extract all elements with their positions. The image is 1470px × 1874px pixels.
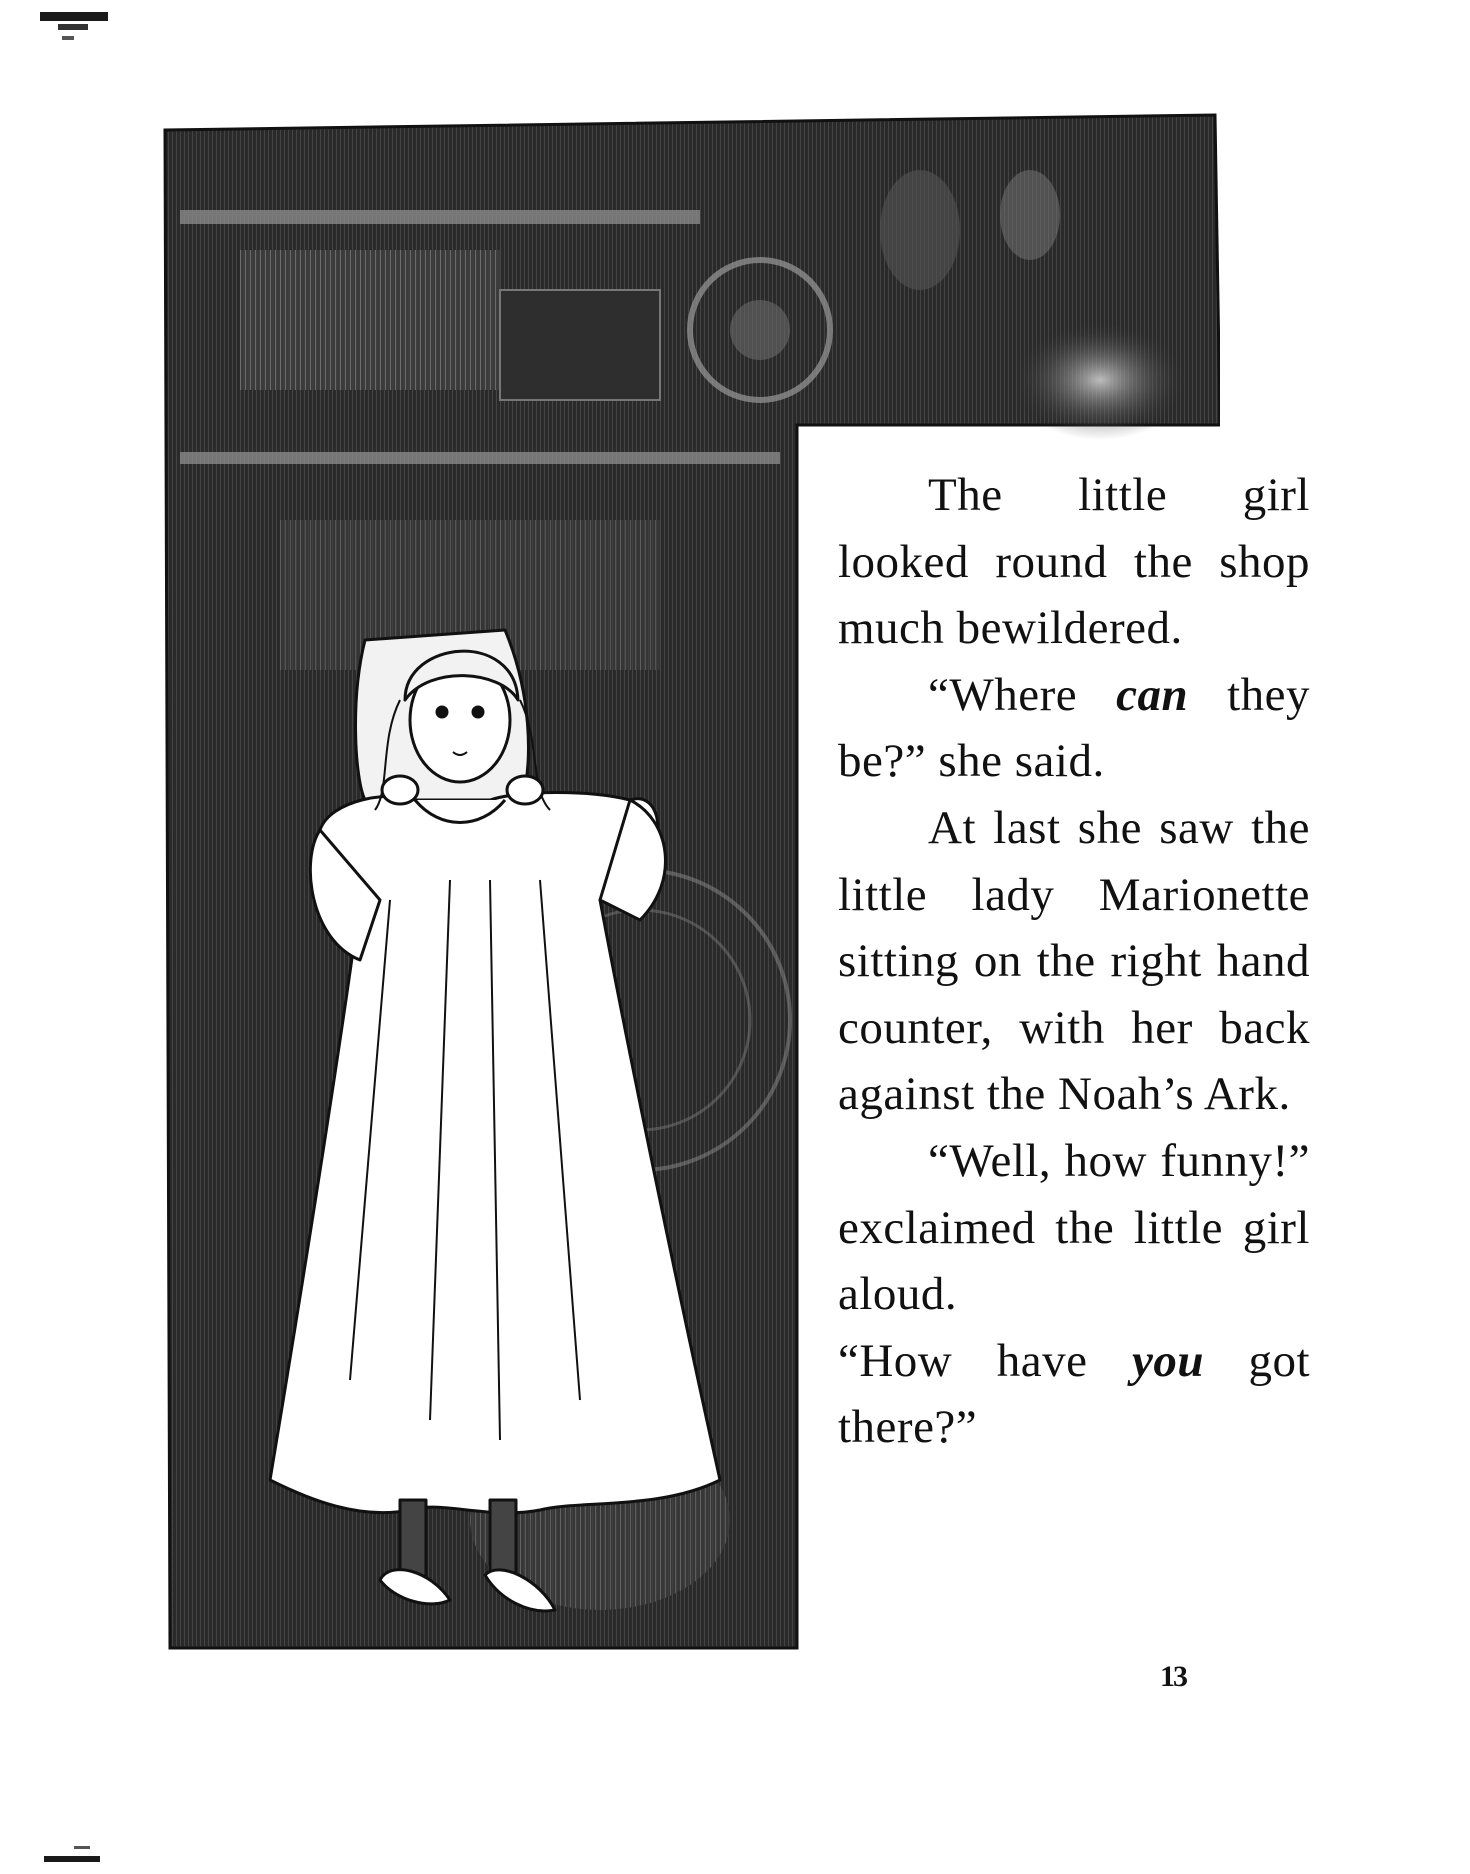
paragraph-text: “Where xyxy=(928,668,1117,721)
paragraph-text: At last she saw the little lady Marionette sitting on the right hand counter, with her back against the Noah’s Ark. xyxy=(838,801,1310,1121)
scan-blot xyxy=(62,36,74,40)
emphasized-word: you xyxy=(1131,1334,1204,1387)
story-text xyxy=(838,462,1310,1461)
story-paragraph xyxy=(838,462,1310,662)
scan-blot xyxy=(58,24,88,30)
story-paragraph xyxy=(838,662,1310,795)
emphasized-word: can xyxy=(1116,668,1189,721)
scan-blot xyxy=(44,1856,100,1862)
scan-blot xyxy=(74,1846,90,1849)
story-paragraph xyxy=(838,795,1310,1128)
paragraph-text: The little girl looked round the shop much bewildered. xyxy=(838,469,1310,655)
scan-blot xyxy=(40,12,108,21)
paragraph-text: “How have xyxy=(838,1334,1132,1387)
paragraph-text: got there?” xyxy=(838,1334,1311,1454)
story-paragraph xyxy=(838,1328,1310,1461)
page-number: 13 xyxy=(1160,1660,1186,1693)
paragraph-text: “Well, how funny!” exclaimed the little girl aloud. xyxy=(838,1134,1310,1321)
story-paragraph xyxy=(838,1128,1310,1328)
paragraph-text: they be?” she said. xyxy=(838,668,1310,788)
